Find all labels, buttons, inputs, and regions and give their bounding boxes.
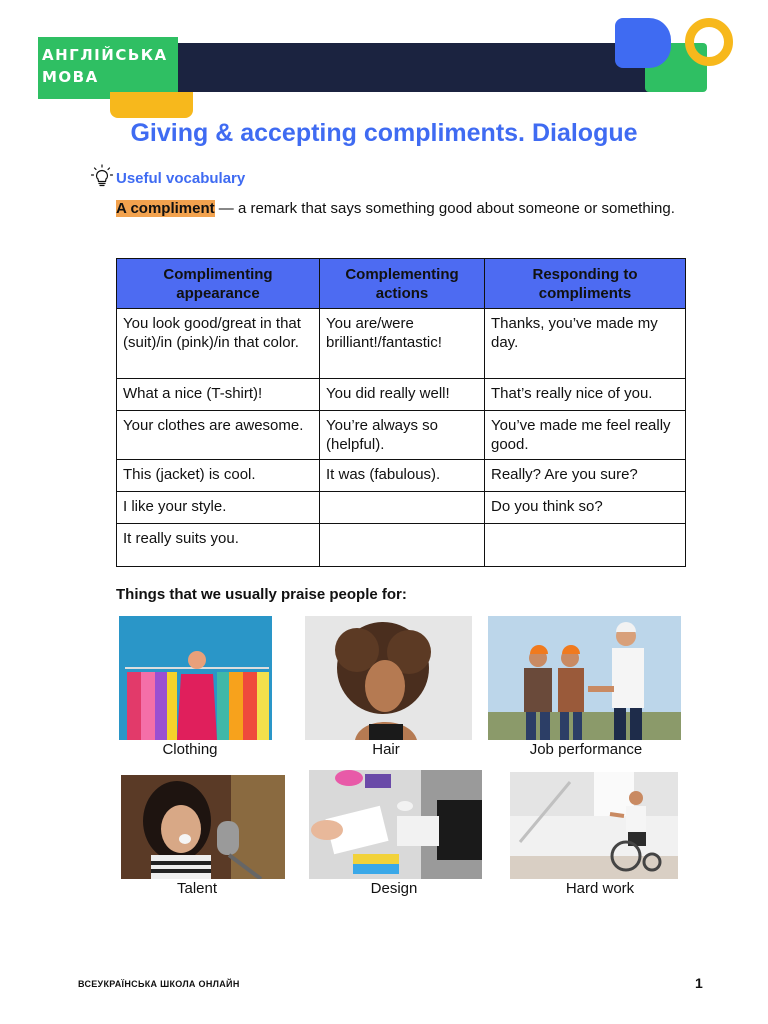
header-bar bbox=[176, 43, 650, 92]
table-row bbox=[117, 524, 686, 567]
design-photo bbox=[309, 770, 482, 879]
column-header: Complementing actions bbox=[320, 259, 485, 309]
lightbulb-icon bbox=[90, 164, 114, 188]
vocabulary-heading: Useful vocabulary bbox=[116, 170, 246, 187]
caption-talent: Talent bbox=[176, 880, 218, 897]
table-cell: What a nice (T-shirt)! bbox=[117, 379, 320, 411]
table-cell bbox=[320, 524, 485, 567]
column-header: Complimenting appearance bbox=[117, 259, 320, 309]
table-cell: You look good/great in that (suit)/in (pink)/in that color. bbox=[117, 309, 320, 379]
page-number: 1 bbox=[695, 975, 703, 991]
table-cell: You are/were brilliant!/fantastic! bbox=[320, 309, 485, 379]
caption-hair: Hair bbox=[372, 741, 400, 758]
table-row bbox=[117, 379, 686, 411]
hard-work-photo bbox=[510, 772, 678, 879]
subject-label: АНГЛІЙСЬКА МОВА bbox=[42, 46, 168, 86]
table-cell: Thanks, you’ve made my day. bbox=[485, 309, 686, 379]
job-performance-photo bbox=[488, 616, 681, 740]
table-cell: That’s really nice of you. bbox=[485, 379, 686, 411]
table-header-row bbox=[117, 259, 686, 309]
definition-term: A compliment bbox=[116, 200, 215, 217]
hair-photo bbox=[305, 616, 472, 740]
table-row bbox=[117, 460, 686, 492]
caption-hard-work: Hard work bbox=[565, 880, 635, 897]
footer-school-name: ВСЕУКРАЇНСЬКА ШКОЛА ОНЛАЙН bbox=[78, 979, 240, 989]
table-row bbox=[117, 309, 686, 379]
caption-clothing: Clothing bbox=[162, 741, 218, 758]
things-heading: Things that we usually praise people for: bbox=[116, 586, 407, 603]
column-header: Responding to compliments bbox=[485, 259, 686, 309]
table-cell: You’ve made me feel really good. bbox=[485, 411, 686, 460]
table-cell bbox=[485, 524, 686, 567]
table-cell: You’re always so (helpful). bbox=[320, 411, 485, 460]
table-cell: Do you think so? bbox=[485, 492, 686, 524]
clothing-photo bbox=[119, 616, 272, 740]
logo-ring bbox=[685, 18, 733, 66]
logo-letter-b bbox=[615, 18, 671, 68]
table-cell: Your clothes are awesome. bbox=[117, 411, 320, 460]
definition-text: — a remark that says something good about someone or something. bbox=[214, 200, 675, 217]
table-cell: Really? Are you sure? bbox=[485, 460, 686, 492]
phrase-table bbox=[116, 258, 686, 567]
table-row bbox=[117, 411, 686, 460]
table-cell: You did really well! bbox=[320, 379, 485, 411]
page-title: Giving & accepting compliments. Dialogue bbox=[130, 119, 638, 147]
header-accent bbox=[110, 92, 193, 118]
table-cell: I like your style. bbox=[117, 492, 320, 524]
table-cell: This (jacket) is cool. bbox=[117, 460, 320, 492]
table-row bbox=[117, 492, 686, 524]
table-cell: It really suits you. bbox=[117, 524, 320, 567]
caption-design: Design bbox=[370, 880, 418, 897]
caption-job-performance: Job performance bbox=[529, 741, 643, 758]
table-cell: It was (fabulous). bbox=[320, 460, 485, 492]
definition bbox=[116, 199, 696, 218]
talent-photo bbox=[121, 775, 285, 879]
table-cell bbox=[320, 492, 485, 524]
